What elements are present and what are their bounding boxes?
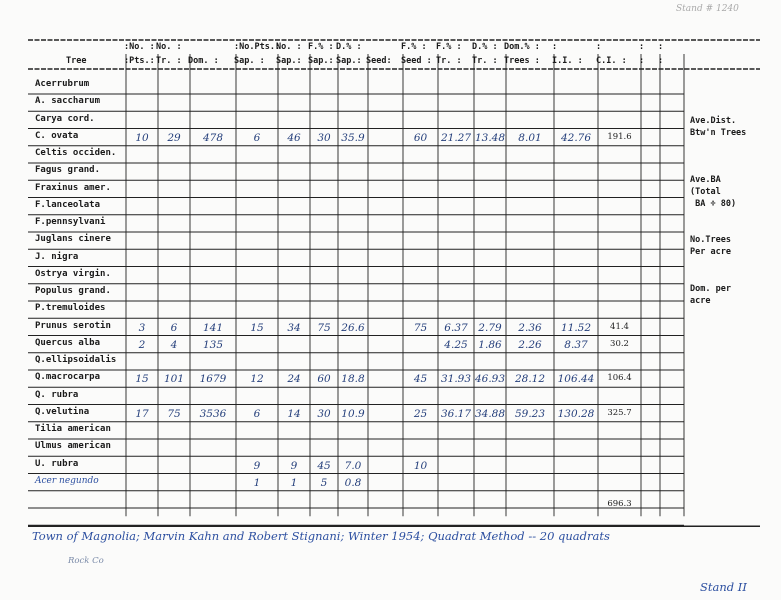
cell-ftr: 21.27: [440, 131, 472, 144]
tree-name: Populus grand.: [35, 286, 111, 296]
cell-fsap: 60: [317, 373, 331, 386]
cell-dtr: 46.93: [474, 373, 506, 386]
column-header-line2: C.I. :: [596, 56, 627, 66]
column-header-line2: Sap.:: [276, 56, 302, 66]
side-note: No.Trees Per acre: [690, 235, 731, 257]
tree-name: U. rubra: [35, 458, 79, 469]
cell-fseed: 10: [413, 459, 428, 472]
column-header-dsap: [336, 40, 362, 68]
column-header-line1: No. :: [276, 42, 302, 52]
cell-dtr: 13.48: [474, 131, 506, 144]
column-header-nsap1: [234, 40, 280, 68]
column-header-line1: D.% :: [336, 42, 362, 52]
cell-ci: 30.2: [610, 338, 629, 349]
cell-fseed: 45: [413, 373, 428, 386]
tree-name: Ostrya virgin.: [35, 268, 111, 279]
tree-name: F.pennsylvani: [35, 217, 106, 227]
tree-name: Tilia american: [35, 424, 111, 434]
cell-dtr: 2.79: [478, 321, 502, 334]
cell-nsap1: 9: [253, 459, 261, 472]
column-header-domtrees: [504, 40, 540, 68]
cell-fseed: 25: [413, 407, 428, 420]
cell-ntr: 4: [170, 338, 178, 351]
column-header-line2: Sap.:: [336, 56, 362, 66]
stand-id: Stand II: [700, 580, 747, 594]
cell-ii: 42.76: [560, 131, 592, 144]
column-header-line2: Tree: [66, 56, 87, 66]
cell-ntr: 75: [167, 407, 181, 420]
cell-dsap: 7.0: [344, 459, 362, 472]
cell-dsap: 26.6: [341, 321, 365, 334]
column-header-fseed: [401, 40, 432, 68]
tree-name: Q.ellipsoidalis: [35, 355, 117, 365]
cell-ftr: 4.25: [444, 338, 468, 351]
tree-name: C. ovata: [35, 130, 79, 141]
cell-fseed: 75: [413, 321, 428, 334]
column-header-dtr: [472, 40, 498, 68]
cell-dom: 3536: [199, 407, 227, 420]
column-header-line2: Trees :: [504, 56, 540, 66]
column-header-line1: F.% :: [436, 42, 462, 52]
cell-fsap: 30: [317, 131, 331, 144]
cell-nsap1: 6: [253, 407, 261, 420]
cell-dtr: 34.88: [474, 407, 506, 420]
column-header-line2: :: [639, 56, 645, 66]
stamp-number: Stand # 1240: [676, 4, 739, 14]
column-header-seed1: [366, 40, 392, 68]
cell-ii: 130.28: [557, 407, 595, 420]
cell-ii: 11.52: [560, 321, 592, 334]
column-header-line1: :No.Pts.:: [234, 42, 281, 52]
cell-dsap: 10.9: [341, 407, 365, 420]
column-header-line1: :: [658, 42, 664, 52]
cell-domtrees: 28.12: [514, 373, 546, 386]
total-ci-value: 696.3: [607, 499, 632, 509]
column-header-line2: Sap. :: [234, 56, 265, 66]
column-header-line2: Tr. :: [156, 56, 182, 66]
cell-dsap: 35.9: [341, 131, 365, 144]
column-header-line2: :: [658, 56, 664, 66]
column-header-dom: [188, 40, 219, 68]
cell-npts: 10: [135, 131, 149, 144]
column-header-line2: Tr. :: [472, 56, 498, 66]
column-header-line2: Seed:: [366, 56, 392, 66]
cell-dtr: 1.86: [478, 338, 502, 351]
cell-nsap2: 24: [287, 373, 301, 386]
cell-nsap2: 14: [287, 407, 301, 420]
side-note: Ave.Dist. Btw'n Trees: [690, 116, 747, 138]
column-header-ci: [596, 40, 627, 68]
tree-name: Celtis occiden.: [35, 148, 117, 158]
tree-name: J. nigra: [35, 251, 79, 262]
side-note: Dom. per acre: [690, 284, 731, 306]
column-header-line1: F.% :: [308, 42, 334, 52]
cell-dom: 478: [202, 131, 224, 144]
cell-npts: 3: [138, 321, 146, 334]
column-header-line1: :: [596, 42, 602, 52]
column-header-line1: [66, 40, 86, 54]
column-header-ftr: [436, 40, 462, 68]
column-header-line2: Dom. :: [188, 56, 219, 66]
tree-name: Fagus grand.: [35, 165, 101, 176]
column-header-line2: Tr. :: [436, 56, 462, 66]
column-header-line2: I.I. :: [552, 56, 583, 66]
cell-domtrees: 2.26: [518, 338, 542, 351]
cell-ntr: 29: [167, 131, 181, 144]
cell-fsap: 45: [317, 459, 331, 472]
cell-ntr: 101: [163, 373, 185, 386]
cell-ntr: 6: [170, 321, 178, 334]
cell-npts: 17: [135, 407, 149, 420]
footer-note: Town of Magnolia; Marvin Kahn and Robert Stignani; Winter 1954; Quadrat Method -- 20 quadrats: [32, 529, 610, 543]
tree-name: Quercus alba: [35, 337, 101, 348]
column-header-line1: D.% :: [472, 42, 498, 52]
cell-ii: 8.37: [564, 338, 588, 351]
cell-nsap2: 1: [290, 476, 298, 489]
column-header-line1: :: [552, 42, 558, 52]
cell-ci: 191.6: [607, 131, 632, 142]
column-header-line1: No. :: [156, 42, 182, 52]
tree-name: Juglans cinere: [35, 234, 111, 245]
cell-nsap2: 9: [290, 459, 298, 472]
cell-dom: 141: [202, 321, 224, 334]
cell-fseed: 60: [413, 131, 428, 144]
tree-name: Ulmus american: [35, 441, 111, 452]
column-header-tree: [66, 40, 86, 68]
tree-name: Q.velutina: [35, 406, 90, 417]
column-header-nsap2: [276, 40, 302, 68]
column-header-x1: [639, 40, 644, 68]
tree-name: Prunus serotin: [35, 320, 111, 331]
column-header-line1: [188, 40, 219, 54]
tree-name: P.tremuloides: [35, 303, 106, 314]
side-note: Ave.BA (Total BA ÷ 80): [690, 175, 737, 209]
column-header-line2: Sap.:: [308, 56, 334, 66]
county-note: Rock Co: [68, 556, 104, 566]
cell-domtrees: 2.36: [518, 321, 542, 334]
tree-name: Q.macrocarpa: [35, 372, 101, 383]
column-header-line1: Dom.% :: [504, 42, 540, 52]
cell-ci: 41.4: [610, 321, 629, 332]
cell-nsap1: 1: [253, 476, 261, 489]
cell-ci: 325.7: [607, 407, 632, 418]
column-header-line2: Seed :: [401, 56, 432, 66]
cell-nsap1: 12: [250, 373, 264, 386]
cell-ci: 106.4: [607, 373, 632, 384]
column-header-fsap: [308, 40, 334, 68]
tree-name: Acer negundo: [35, 475, 99, 486]
column-header-x2: [658, 40, 663, 68]
cell-domtrees: 8.01: [518, 131, 542, 144]
tree-name: Fraxinus amer.: [35, 182, 111, 193]
column-header-ii: [552, 40, 583, 68]
column-header-line1: :: [639, 42, 645, 52]
cell-nsap2: 34: [287, 321, 301, 334]
cell-ii: 106.44: [557, 373, 595, 386]
cell-npts: 15: [135, 373, 149, 386]
cell-dsap: 18.8: [341, 373, 365, 386]
cell-dsap: 0.8: [344, 476, 362, 489]
column-header-line1: F.% :: [401, 42, 427, 52]
cell-ftr: 31.93: [440, 373, 472, 386]
cell-fsap: 75: [317, 321, 331, 334]
cell-ftr: 36.17: [440, 407, 472, 420]
column-header-line1: :No. :: [124, 42, 155, 52]
column-header-npts: [124, 40, 155, 68]
column-header-ntr: [156, 40, 182, 68]
column-header-line1: [366, 40, 392, 54]
cell-nsap1: 15: [250, 321, 264, 334]
cell-nsap1: 6: [253, 131, 261, 144]
cell-dom: 135: [202, 338, 224, 351]
column-header-line2: :Pts.:: [124, 56, 155, 66]
cell-domtrees: 59.23: [514, 407, 546, 420]
cell-fsap: 30: [317, 407, 331, 420]
tree-name: Q. rubra: [35, 389, 79, 400]
tree-name: A. saccharum: [35, 96, 101, 107]
cell-npts: 2: [138, 338, 146, 351]
tree-name: Carya cord.: [35, 113, 95, 124]
cell-dom: 1679: [199, 373, 227, 386]
cell-nsap2: 46: [287, 131, 301, 144]
tree-name: Acerrubrum: [35, 79, 90, 89]
cell-ftr: 6.37: [444, 321, 468, 334]
tree-name: F.lanceolata: [35, 199, 101, 210]
cell-fsap: 5: [320, 476, 328, 489]
